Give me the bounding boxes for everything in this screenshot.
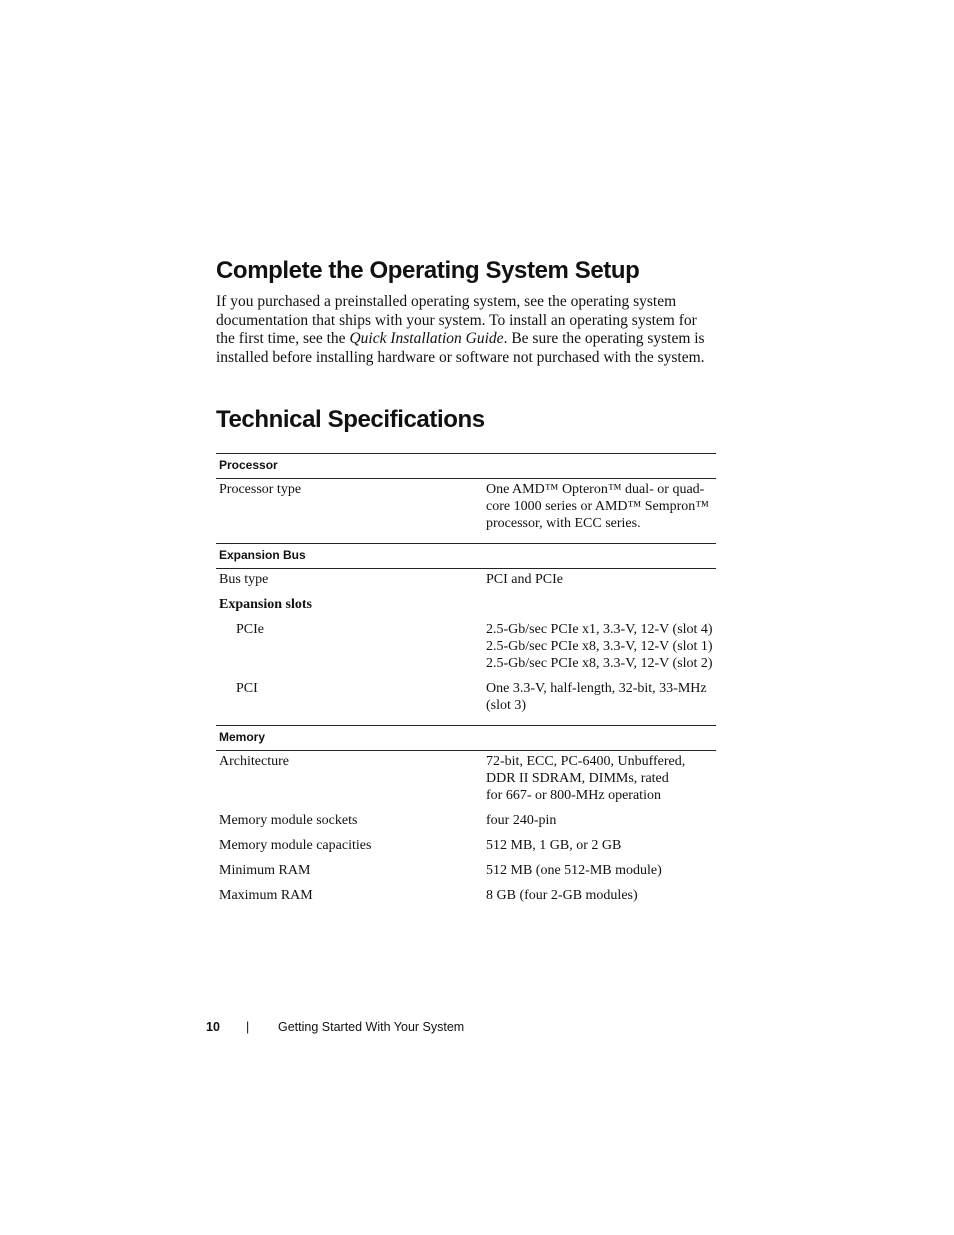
spec-label: Memory module sockets (219, 813, 358, 828)
spec-value-line: 2.5-Gb/sec PCIe x8, 3.3-V, 12-V (slot 2) (486, 656, 713, 671)
specifications-table (216, 453, 716, 904)
spec-value (486, 672, 716, 726)
spec-section-title: Memory (216, 726, 716, 751)
os-setup-paragraph (216, 293, 716, 368)
spec-value (486, 613, 716, 672)
spec-label: Minimum RAM (219, 863, 311, 878)
spec-section-expansion-bus (216, 544, 716, 569)
spec-value-line: (slot 3) (486, 698, 527, 713)
spec-label: Processor type (219, 482, 302, 497)
page-number: 10 (206, 1020, 220, 1034)
spec-value-line: 8 GB (four 2-GB modules) (486, 888, 638, 903)
spec-value (486, 569, 716, 589)
spec-value-line: DDR II SDRAM, DIMMs, rated (486, 771, 669, 786)
spec-value-line: for 667- or 800-MHz operation (486, 788, 661, 803)
spec-label: PCI (236, 681, 258, 696)
os-setup-text-1: If you purchased a preinstalled operating system, see the operating system documentation that ships with your system. To install an operating system for the first time, see the (216, 293, 697, 348)
running-footer-title: Getting Started With Your System (278, 1020, 465, 1034)
spec-value-line: One 3.3-V, half-length, 32-bit, 33-MHz (486, 681, 707, 696)
spec-label: Memory module capacities (219, 838, 372, 853)
spec-label: Bus type (219, 572, 269, 587)
spec-row-bus-type (216, 569, 716, 589)
spec-value (486, 479, 716, 544)
footer-separator: | (246, 1020, 250, 1034)
spec-row-minimum-ram (216, 854, 716, 879)
spec-value (486, 751, 716, 805)
spec-section-title: Expansion Bus (216, 544, 716, 569)
section-heading-tech-specs: Technical Specifications (216, 406, 485, 433)
spec-value-line: 2.5-Gb/sec PCIe x1, 3.3-V, 12-V (slot 4) (486, 622, 713, 637)
spec-row-architecture (216, 751, 716, 805)
spec-row-expansion-slots (216, 588, 716, 613)
spec-value-line: four 240-pin (486, 813, 557, 828)
section-heading-os-setup: Complete the Operating System Setup (216, 257, 640, 284)
spec-label: Architecture (219, 754, 289, 769)
os-setup-text-2: . Be sure the operating system is installed before installing hardware or software not purchased with the system. (216, 330, 705, 367)
spec-value-line: core 1000 series or AMD™ Sempron™ (486, 499, 710, 514)
spec-value (486, 588, 716, 613)
spec-value (486, 804, 716, 829)
spec-value-line: 512 MB (one 512-MB module) (486, 863, 662, 878)
spec-value-line: 512 MB, 1 GB, or 2 GB (486, 838, 622, 853)
spec-value-line: One AMD™ Opteron™ dual- or quad- (486, 482, 705, 497)
quick-installation-guide-ref: Quick Installation Guide (349, 330, 504, 348)
spec-value (486, 829, 716, 854)
spec-value-line: PCI and PCIe (486, 572, 563, 587)
spec-row-processor-type (216, 479, 716, 544)
spec-label: Expansion slots (219, 597, 312, 612)
spec-label: PCIe (236, 622, 264, 637)
spec-label: Maximum RAM (219, 888, 313, 903)
spec-value-line: 72-bit, ECC, PC-6400, Unbuffered, (486, 754, 686, 769)
spec-value (486, 879, 716, 904)
spec-row-maximum-ram (216, 879, 716, 904)
spec-value (486, 854, 716, 879)
spec-row-memory-capacities (216, 829, 716, 854)
spec-value-line: processor, with ECC series. (486, 516, 641, 531)
spec-section-title: Processor (216, 454, 716, 479)
spec-value-line: 2.5-Gb/sec PCIe x8, 3.3-V, 12-V (slot 1) (486, 639, 713, 654)
spec-section-memory (216, 726, 716, 751)
spec-section-processor (216, 454, 716, 479)
spec-row-memory-sockets (216, 804, 716, 829)
spec-row-pcie (216, 613, 716, 672)
spec-row-pci (216, 672, 716, 726)
